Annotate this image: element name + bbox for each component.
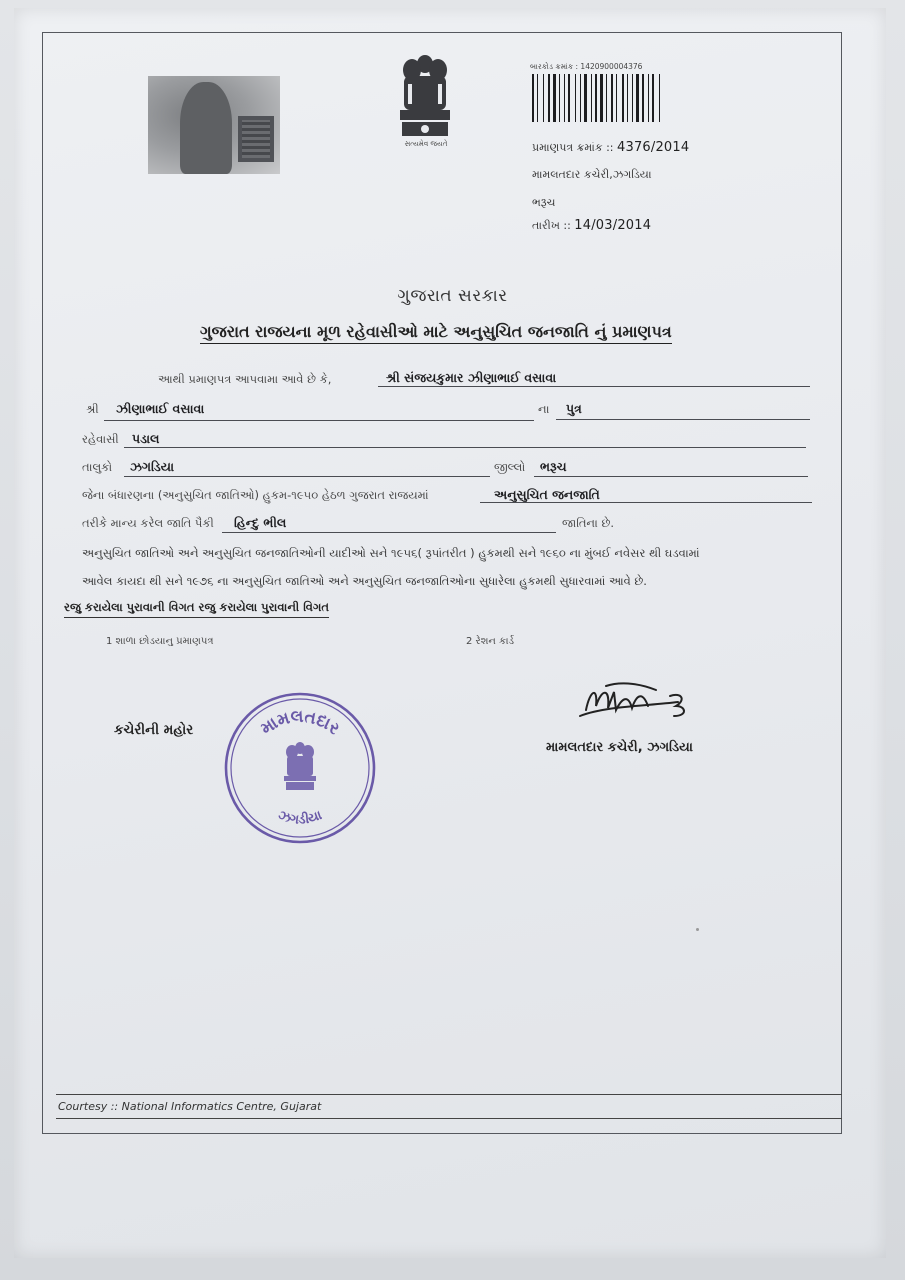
father-name: ઝીણાભાઈ વસાવા: [116, 401, 205, 416]
barcode-label: બારકોડ ક્રમાંક : 1420900004376: [530, 62, 643, 71]
certificate-number-value: 4376/2014: [617, 140, 690, 155]
caste-line: [222, 532, 556, 533]
officer-designation: મામલતદાર કચેરી, ઝગડિયા: [546, 740, 693, 755]
intro-label: આથી પ્રમાણપત્ર આપવામા આવે છે કે,: [158, 372, 332, 386]
holder-photo: [148, 76, 280, 174]
district-label: જીલ્લો: [494, 460, 526, 474]
taluka-line: [124, 476, 490, 477]
legal-text-line-2: આવેલ કાયદા થી સને ૧૯૭૬ ના અનુસુચિત જાતિઓ અને અનુસુચિત જનજાતિઓના સુધારેલા હુકમથી સુધારવામાં આવે છે.: [82, 574, 647, 588]
recognized-label: તરીકે માન્ય કરેલ જાતિ પૈકી: [82, 516, 214, 530]
residence-value: પડાલ: [132, 431, 160, 446]
office-seal-stamp: [222, 690, 378, 846]
relation-line: [556, 419, 810, 420]
district-line: [534, 476, 808, 477]
relation-suffix: ના: [538, 402, 550, 416]
courtesy-text: Courtesy :: National Informatics Centre, Gujarat: [58, 1100, 322, 1113]
issue-date: [532, 218, 651, 233]
barcode: [530, 74, 690, 122]
footer-rule-top: [56, 1094, 842, 1095]
certificate-number: [532, 140, 689, 155]
officer-signature: [566, 676, 696, 736]
taluka-label: તાલુકો: [82, 460, 113, 474]
footer-rule-bottom: [56, 1118, 842, 1119]
order-label: જેના બંધારણના (અનુસુચિત જાતિઓ) હુકમ-૧૯૫૦ હેઠળ ગુજરાત રાજયમાં: [82, 488, 429, 502]
issue-date-label: તારીખ ::: [532, 219, 571, 232]
district-value: ભરૂચ: [540, 459, 567, 474]
holder-name-line: [378, 386, 810, 387]
document-item-1: 1 શાળા છોડયાનુ પ્રમાણપત્ર: [106, 636, 214, 647]
issuing-district: ભરૂચ: [532, 196, 556, 209]
residence-line: [124, 447, 806, 448]
father-prefix: શ્રી: [86, 402, 99, 416]
father-name-line: [104, 420, 534, 421]
issuing-office: મામલતદાર કચેરી,ઝગડિયા: [532, 168, 652, 181]
taluka-value: ઝગડિયા: [130, 459, 175, 474]
caste-suffix: જાતિના છે.: [562, 516, 615, 530]
emblem-caption: સત્યમેવ જયતે: [404, 140, 448, 148]
holder-name: શ્રી સંજયકુમાર ઝીણાભાઈ વસાવા: [386, 370, 557, 385]
paper-speck: [696, 928, 699, 931]
document-item-2: 2 રેશન કાર્ડ: [466, 636, 515, 647]
government-heading: ગુજરાત સરકાર: [397, 286, 508, 306]
office-seal-label: કચેરીની મહોર: [114, 722, 194, 738]
category-value: અનુસુચિત જનજાતિ: [494, 487, 600, 502]
national-emblem-icon: [390, 50, 460, 150]
proof-heading: રજુ કરાયેલા પુરાવાની વિગત રજુ કરાયેલા પુરાવાની વિગત: [64, 600, 329, 618]
category-line: [480, 502, 812, 503]
legal-text-line-1: અનુસુચિત જાતિઓ અને અનુસુચિત જનજાતિઓની યાદીઓ સને ૧૯૫૬( રૂપાંતરીત ) હુકમથી સને ૧૯૬૦ ના મુંબઈ નવેસર થી ઘડવામાં: [82, 546, 700, 560]
residence-label: રહેવાસી: [82, 432, 119, 446]
certificate-number-label: પ્રમાણપત્ર ક્રમાંક ::: [532, 141, 614, 154]
seal-top-text: મામલતદાર: [257, 706, 344, 740]
svg-text:ઝગડીયા: [276, 808, 324, 828]
svg-text:મામલતદાર: [257, 707, 343, 740]
seal-bottom-text: ઝગડીયા: [275, 807, 325, 828]
certificate-title: ગુજરાત રાજયના મૂળ રહેવાસીઓ માટે અનુસુચિત જનજાતિ નું પ્રમાણપત્ર: [200, 322, 672, 344]
relation-value: પુત્ર: [566, 401, 582, 416]
issue-date-value: 14/03/2014: [574, 218, 652, 233]
caste-value: હિન્દુ ભીલ: [234, 515, 287, 530]
